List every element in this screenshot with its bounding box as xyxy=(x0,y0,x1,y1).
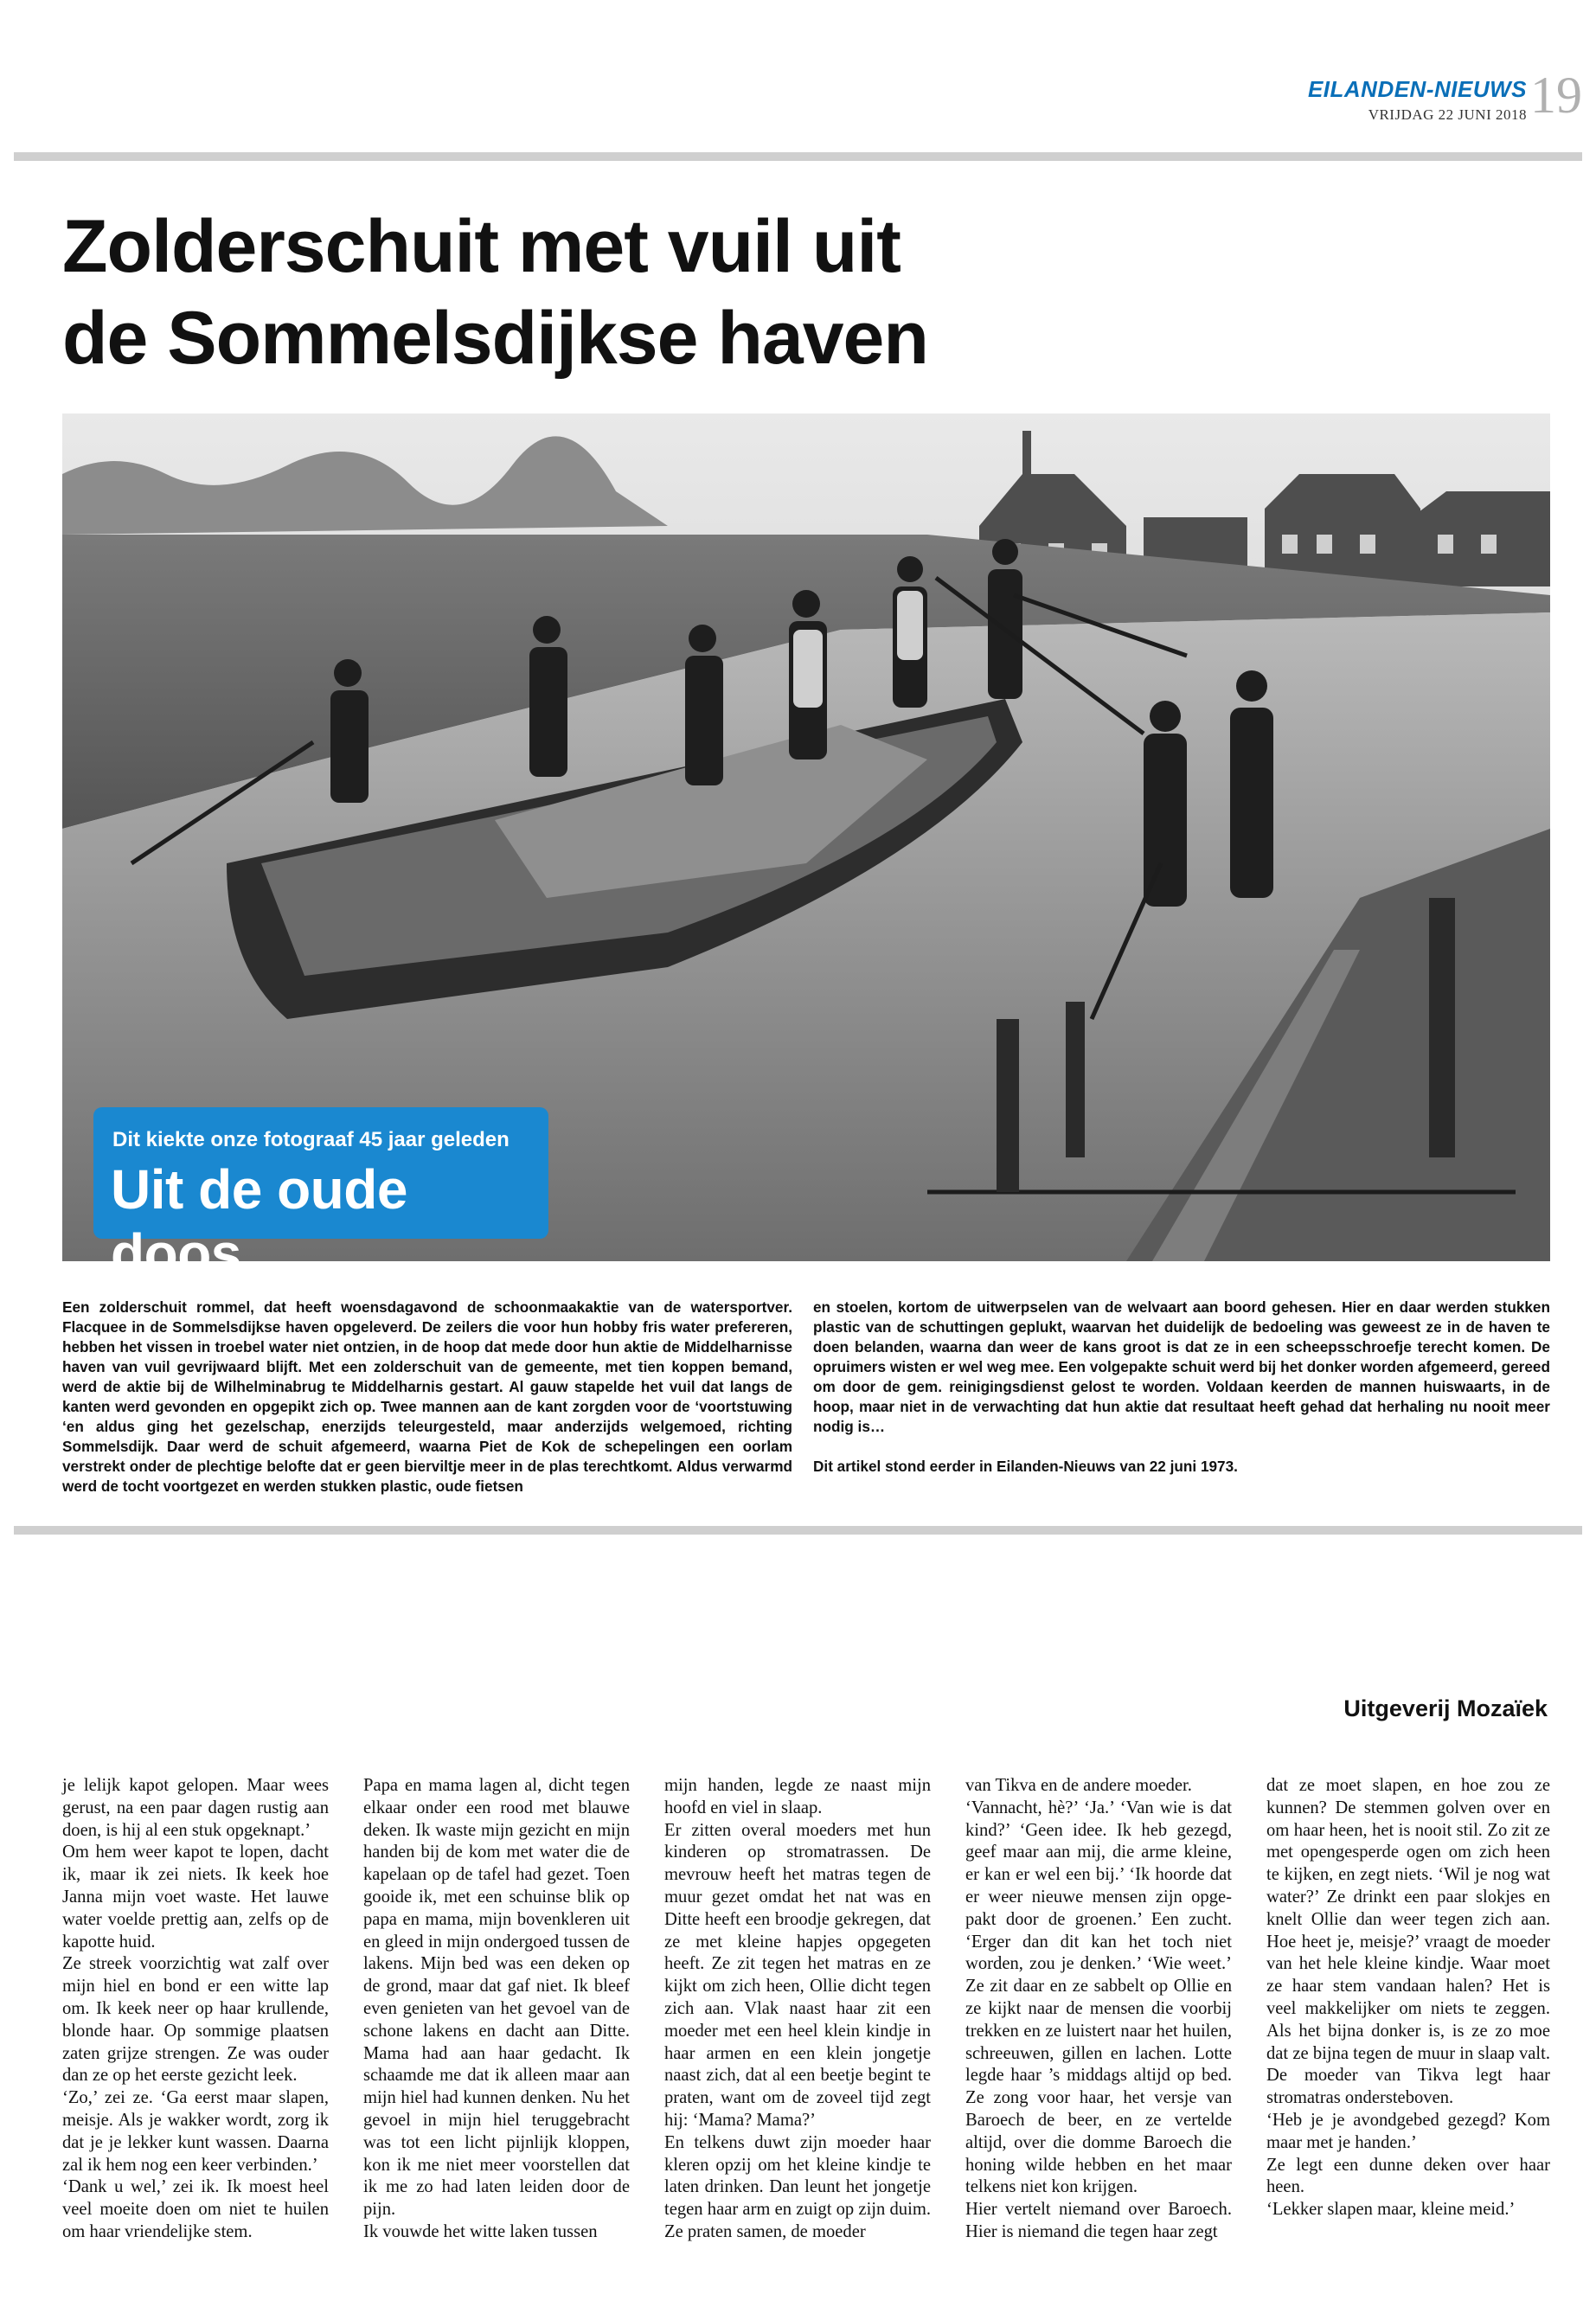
headline-line-2: de Sommelsdijkse haven xyxy=(62,297,928,380)
serial-column-4 xyxy=(965,1775,1232,2244)
serial-paragraph: Hier vertelt niemand over Baroech. Hier is niemand die tegen haar zegt xyxy=(965,2200,1232,2241)
masthead xyxy=(1308,76,1527,124)
serial-paragraph: Ze streek voorzichtig wat zalf over mijn hiel en bond er een witte lap om. Ik keek neer op haar krullende, blonde haar. Op sommige plaatsen zaten grijze strengen. Ze was ouder dan ze op het eerste gezicht leek. xyxy=(62,1954,329,2086)
serial-paragraph: ‘Vannacht, hè?’ ‘Ja.’ ‘Van wie is dat kind?’ ‘Geen idee. Ik heb gezegd, geef maar aan mij, die arme kleine, er kan er wel een bij.’ ‘Ik hoorde dat er weer nieuwe mensen zijn opgepakt door de groenen.’ Een zucht. ‘Erger dan dit kan het toch niet worden, zou je denken.’ ‘Wie weet.’ Ze zit daar en ze sabbelt op Ollie en ze kijkt naar de mensen die voorbij trekken en ze luistert naar het huilen, schreeuwen, gillen en lachen. Lotte legde haar ’s middags altijd op bed. Ze zong voor haar, het versje van Baroech de beer, en ze vertelde altijd, over die domme Baroech die honing wilde hebben en het maar telkens niet kon krijgen. xyxy=(965,1798,1232,2197)
serial-column-1 xyxy=(62,1775,329,2244)
serial-paragraph: je lelijk kapot gelopen. Maar wees gerust, na een paar dagen rustig aan doen, is hij al een stuk opgeknapt.’ xyxy=(62,1776,329,1840)
intro-paragraph-2: en stoelen, kortom de uitwerpselen van de welvaart aan boord gehesen. Hier en daar werden stukken plastic van de schuttingen geplukt, waarvan het duidelijk de bedoeling was geweest ze in de haven te doen belanden, waarna dan weer de kans groot is dat ze in een scheepsschroefje terecht komen. De opruimers wisten er wel weg mee. Een volgepakte schuit werd bij het donker worden afgemeerd, gereed om door de gem. reinigingsdienst gelost te worden. Voldaan keerden de mannen huiswaarts, in de hoop, maar niet in de verwachting dat hun aktie dat resultaat heeft gehad dat herhaling nu nooit meer nodig is… xyxy=(813,1298,1550,1435)
feature-badge xyxy=(93,1107,548,1285)
badge-title: Uit de oude doos xyxy=(111,1158,407,1285)
serial-paragraph: Om hem weer kapot te lopen, dacht ik, maar ik zei niets. Ik keek hoe Janna mijn voet waste. Het lauwe water voelde prettig aan, zelfs op de kapotte huid. xyxy=(62,1843,329,1952)
badge-kicker: Dit kiekte onze fotograaf 45 jaar geleden xyxy=(112,1128,510,1151)
serial-paragraph: Ze legt een dunne deken over haar heen. xyxy=(1266,2155,1550,2197)
article-headline xyxy=(62,201,1273,384)
issue-date: VRIJDAG 22 JUNI 2018 xyxy=(1368,106,1527,123)
serial-paragraph: Papa en mama lagen al, dicht tegen elkaar onder een rood met blauwe deken. Ik waste mijn gezicht en mijn handen bij de kom met water die de kapelaan op de tafel had gezet. Toen gooide ik, met een schuinse blik op papa en mama, mijn bovenkleren uit en gleed in mijn ondergoed tussen de lakens. Mijn bed was een deken op de grond, maar dat gaf niet. Ik bleef even genieten van het gevoel van de schone lakens en dacht aan Ditte. Mama had aan haar gedacht. Ik schaamde me dat ik alleen maar aan mijn hiel had kunnen denken. Nu het gevoel in mijn hiel teruggebracht was tot een licht pijnlijk kloppen, kon ik me niet meer voorstellen dat ik me zo had laten leiden door de pijn. xyxy=(363,1776,630,2220)
article-intro-col-1 xyxy=(62,1298,792,1497)
publisher-credit: Uitgeverij Mozaïek xyxy=(1343,1695,1548,1721)
serial-column-3 xyxy=(664,1775,931,2244)
headline-line-1: Zolderschuit met vuil uit xyxy=(62,205,901,288)
article-intro-col-2 xyxy=(813,1298,1550,1477)
mid-divider xyxy=(14,1526,1582,1535)
source-note: Dit artikel stond eerder in Eilanden-Nieuws van 22 juni 1973. xyxy=(813,1458,1238,1475)
newspaper-brand: EILANDEN-NIEUWS xyxy=(1307,76,1527,102)
serial-paragraph: Ik vouwde het witte laken tussen xyxy=(363,2221,598,2241)
serial-paragraph: En telkens duwt zijn moeder haar kleren opzij om het kleine kindje te laten drinken. Dan leunt het jongetje tegen haar arm en zuigt op zijn duim. Ze praten samen, de moeder xyxy=(664,2132,931,2241)
page-number: 19 xyxy=(1530,67,1582,124)
serial-paragraph: Er zitten overal moeders met hun kinderen op stromatrassen. De mevrouw heeft het matras tegen de muur gezet omdat het nat was en Ditte heeft een broodje gekregen, dat ze met kleine hapjes opgegeten heeft. Ze zit tegen het matras en ze kijkt om zich heen, Ollie dicht tegen zich aan. Vlak naast haar zit een moeder met een heel klein kindje in haar armen en een klein jongetje naast zich, dat al een beetje begint te praten, want om de zoveel tijd zegt hij: ‘Mama? Mama?’ xyxy=(664,1820,931,2130)
intro-paragraph-1: Een zolderschuit rommel, dat heeft woensdagavond de schoonmaakaktie van de watersportver. Flacquee in de Sommelsdijkse haven opgeleverd. De zeilers die voor hun hobby fris water prefereren, hebben het vissen in troebel water niet ontzien, in de hoop dat mede door hun aktie de Middelharnisse haven van vuil gevrijwaard blijft. Met een zolderschuit van de gemeente, met tien koppen bemand, werd de aktie bij de Wilhelminabrug te Middelharnis gestart. Al gauw stapelde het vuil dat langs de kanten werd gevonden en opgepikt zich op. Twee mannen aan de kant zorgden voor de ‘voortstuwing ‘en aldus ging het gezelschap, enerzijds teleurgesteld, maar anderzijds welgemoed, richting Sommelsdijk. Daar werd de schuit afgemeerd, waarna Piet de Kok de schepelingen een oorlam verstrekt onder de plechtige belofte dat er geen bierviltje meer in de plas terechtkomt. Aldus verwarmd werd de tocht voortgezet en werden stukken plastic, oude fietsen xyxy=(62,1298,792,1495)
serial-column-5 xyxy=(1266,1775,1550,2221)
serial-paragraph: ‘Dank u wel,’ zei ik. Ik moest heel veel moeite doen om niet te huilen om haar vriendelijke stem. xyxy=(62,2177,329,2241)
serial-paragraph: mijn handen, legde ze naast mijn hoofd en viel in slaap. xyxy=(664,1776,931,1817)
serial-column-2 xyxy=(363,1775,630,2244)
serial-paragraph: dat ze moet slapen, en hoe zou ze kunnen? De stemmen golven over en om haar heen, het is nooit stil. Zo zit ze met opengesperde ogen om zich heen te kijken, en zegt niets. ‘Wil je nog wat water?’ Ze drinkt een paar slokjes en knelt Ollie dan weer tegen zich aan. Hoe heet je, meisje?’ vraagt de moeder van het hele kleine kindje. Waar moet ze haar stem vandaan halen? Het is veel makkelijker om niets te zeggen. Als het bijna donker is, is ze zo moe dat ze bijna tegen de muur in slaap valt. De moeder van Tikva legt haar stromatras ondersteboven. xyxy=(1266,1776,1550,2108)
serial-paragraph: ‘Lekker slapen maar, kleine meid.’ xyxy=(1266,2200,1516,2220)
serial-paragraph: ‘Zo,’ zei ze. ‘Ga eerst maar slapen, meisje. Als je wakker wordt, zorg ik dat je je lekker kunt wassen. Daarna zal ik hem nog een keer verbinden.’ xyxy=(62,2088,329,2175)
top-divider xyxy=(14,152,1582,161)
serial-paragraph: ‘Heb je je avondgebed gezegd? Kom maar met je handen.’ xyxy=(1266,2110,1550,2152)
serial-paragraph: van Tikva en de andere moeder. xyxy=(965,1776,1192,1795)
